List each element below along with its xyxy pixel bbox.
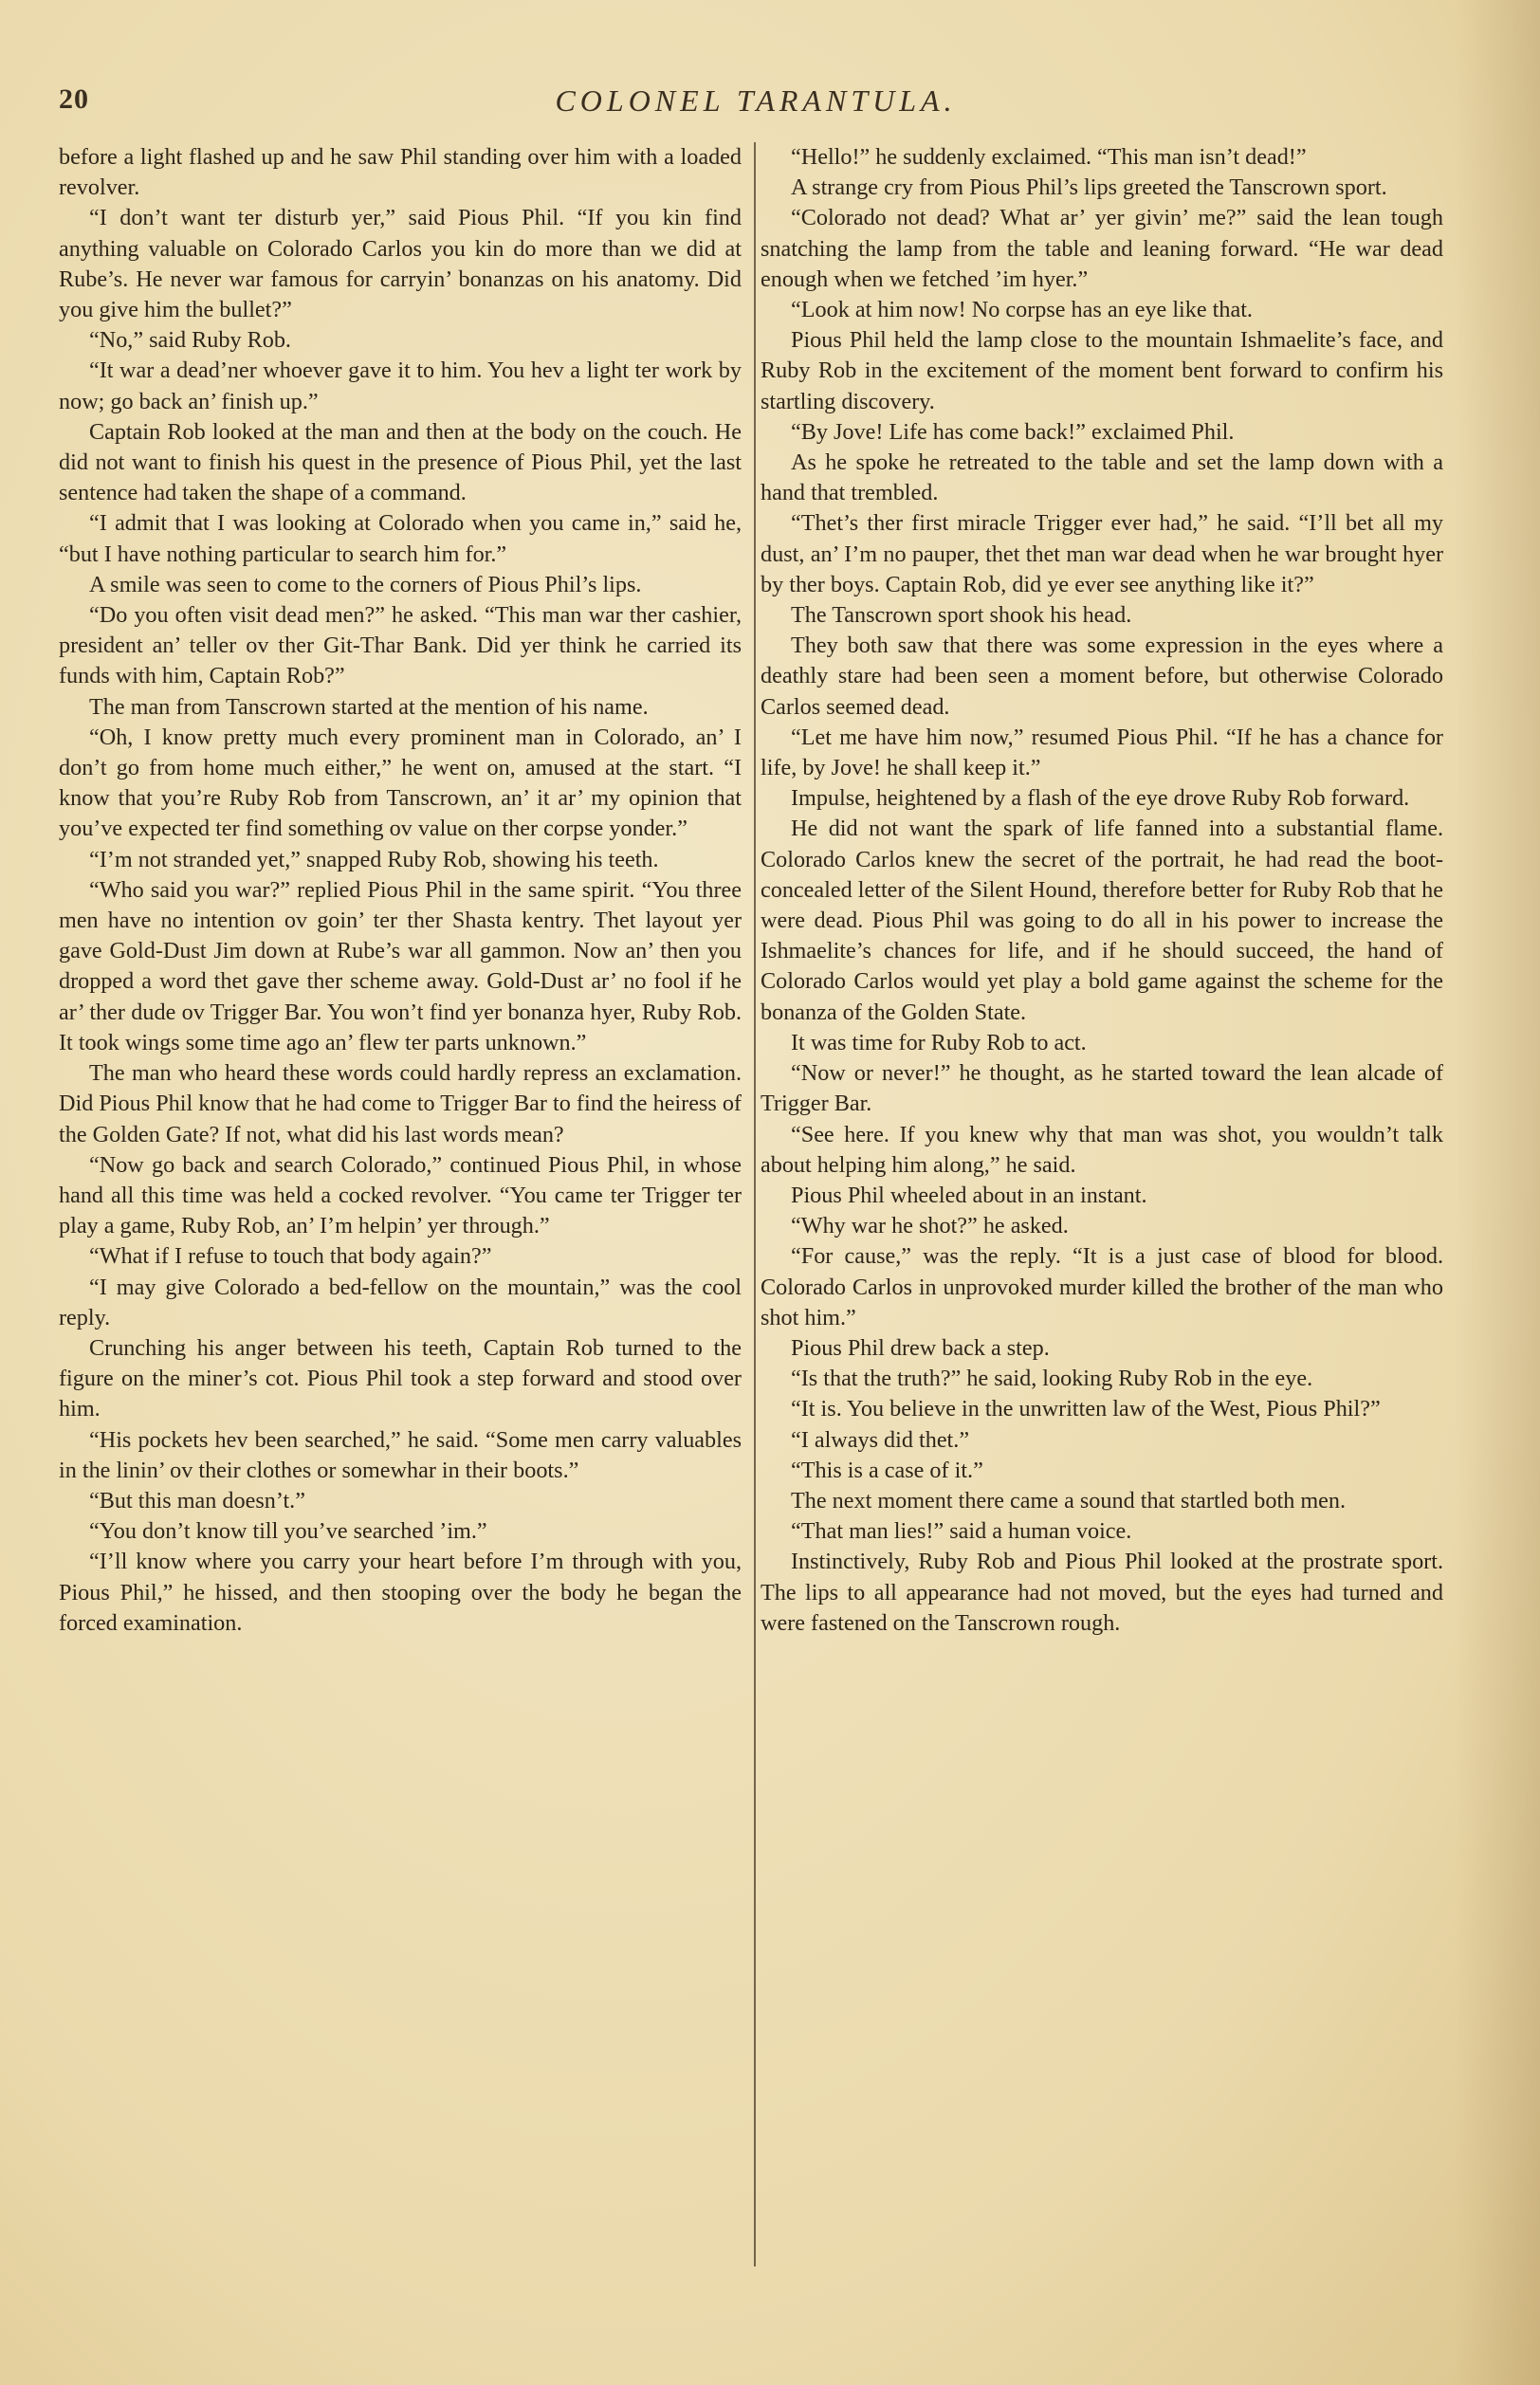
paragraph: “Thet’s ther first miracle Trigger ever had,” he said. “I’ll bet all my dust, an’ I’m no pauper, thet thet man war dead when he war brought hyer by ther boys. Captain Rob, did ye ever see anything like it?” xyxy=(761,510,1443,597)
paragraph: before a light flashed up and he saw Phil standing over him with a loaded revolver. xyxy=(59,144,742,201)
paragraph: Pious Phil drew back a step. xyxy=(791,1334,1050,1361)
paragraph: A strange cry from Pious Phil’s lips greeted the Tanscrown sport. xyxy=(791,174,1387,201)
paragraph: “What if I refuse to touch that body again?” xyxy=(89,1243,492,1270)
paragraph: A smile was seen to come to the corners of Pious Phil’s lips. xyxy=(89,571,642,597)
paragraph: “For cause,” was the reply. “It is a just case of blood for blood. Colorado Carlos in unprovoked murder killed the brother of the man who shot him.” xyxy=(761,1243,1443,1330)
paragraph: The man who heard these words could hardly repress an exclamation. Did Pious Phil know that he had come to Trigger Bar to find the heiress of the Golden Gate? If not, what did his last words mean? xyxy=(59,1060,742,1147)
left-column xyxy=(59,142,742,2266)
paragraph: “Look at him now! No corpse has an eye like that. xyxy=(791,297,1253,323)
paragraph: “Is that the truth?” he said, looking Ruby Rob in the eye. xyxy=(791,1366,1313,1392)
paragraph: “I may give Colorado a bed-fellow on the mountain,” was the cool reply. xyxy=(59,1274,742,1330)
paragraph: The Tanscrown sport shook his head. xyxy=(791,602,1132,629)
paragraph: Crunching his anger between his teeth, Captain Rob turned to the figure on the miner’s cot. Pious Phil took a step forward and stood over him. xyxy=(59,1334,742,1422)
paragraph: “That man lies!” said a human voice. xyxy=(791,1518,1132,1545)
paragraph: The man from Tanscrown started at the mention of his name. xyxy=(89,693,649,720)
paragraph: “Now go back and search Colorado,” continued Pious Phil, in whose hand all this time was held a cocked revolver. “You came ter Trigger ter play a game, Ruby Rob, an’ I’m helpin’ yer through.” xyxy=(59,1151,742,1239)
right-column xyxy=(761,142,1443,2266)
paragraph: “But this man doesn’t.” xyxy=(89,1487,305,1514)
paragraph: “You don’t know till you’ve searched ’im.” xyxy=(89,1518,487,1545)
paragraph: “See here. If you knew why that man was shot, you wouldn’t talk about helping him along,” he said. xyxy=(761,1121,1443,1178)
paragraph: “This is a case of it.” xyxy=(791,1457,983,1483)
paragraph: “I don’t want ter disturb yer,” said Pious Phil. “If you kin find anything valuable on Colorado Carlos you kin do more than we did at Rube’s. He never war famous for carryin’ bonanzas on his anatomy. Did you give him the bullet?” xyxy=(59,205,742,323)
page-header xyxy=(59,83,1453,129)
paragraph: “It war a dead’ner whoever gave it to him. You hev a light ter work by now; go back an’ finish up.” xyxy=(59,358,742,414)
page-edge-shadow xyxy=(1455,0,1540,2385)
paragraph: “Let me have him now,” resumed Pious Phil. “If he has a chance for life, by Jove! he shall keep it.” xyxy=(761,724,1443,781)
paragraph: Impulse, heightened by a flash of the eye drove Ruby Rob forward. xyxy=(791,785,1410,812)
paragraph: “No,” said Ruby Rob. xyxy=(89,327,291,354)
paragraph: “Oh, I know pretty much every prominent man in Colorado, an’ I don’t go from home much either,” he went on, amused at the start. “I know that you’re Ruby Rob from Tanscrown, an’ it ar’ my opinion that you’ve expected ter find something ov value on ther corpse yonder.” xyxy=(59,724,742,842)
paragraph: “I admit that I was looking at Colorado when you came in,” said he, “but I have nothing particular to search him for.” xyxy=(59,510,742,567)
paragraph: They both saw that there was some expression in the eyes where a deathly stare had been seen a moment before, but otherwise Colorado Carlos seemed dead. xyxy=(761,633,1443,720)
page-number: 20 xyxy=(59,83,89,115)
column-rule xyxy=(754,142,756,2266)
paragraph: “Hello!” he suddenly exclaimed. “This man isn’t dead!” xyxy=(791,144,1307,170)
running-title: COLONEL TARANTULA. xyxy=(555,83,957,118)
paragraph: “By Jove! Life has come back!” exclaimed Phil. xyxy=(791,418,1235,445)
paragraph: “Now or never!” he thought, as he started toward the lean alcade of Trigger Bar. xyxy=(761,1060,1443,1117)
paragraph: Captain Rob looked at the man and then at the body on the couch. He did not want to finish his quest in the presence of Pious Phil, yet the last sentence had taken the shape of a command. xyxy=(59,418,742,506)
paragraph: He did not want the spark of life fanned into a substantial flame. Colorado Carlos knew the secret of the portrait, he had read the boot-concealed letter of the Silent Hound, therefore better for Ruby Rob that he were dead. Pious Phil was going to do all in his power to increase the Ishmaelite’s chances for life, and if he should succeed, the hand of Colorado Carlos would yet play a bold game against the scheme for the bonanza of the Golden State. xyxy=(761,816,1443,1025)
paragraph: “I’ll know where you carry your heart before I’m through with you, Pious Phil,” he hissed, and then stooping over the body he began the forced examination. xyxy=(59,1549,742,1636)
paragraph: “Why war he shot?” he asked. xyxy=(791,1213,1069,1239)
paragraph: “It is. You believe in the unwritten law of the West, Pious Phil?” xyxy=(791,1396,1381,1422)
paragraph: The next moment there came a sound that startled both men. xyxy=(791,1487,1347,1514)
paragraph: Instinctively, Ruby Rob and Pious Phil looked at the prostrate sport. The lips to all appearance had not moved, but the eyes had turned and were fastened on the Tanscrown rough. xyxy=(761,1549,1443,1636)
paragraph: It was time for Ruby Rob to act. xyxy=(791,1029,1087,1055)
paragraph: “Who said you war?” replied Pious Phil in the same spirit. “You three men have no intention ov goin’ ter ther Shasta kentry. Thet layout yer gave Gold-Dust Jim down at Rube’s war all gammon. Now an’ then you dropped a word thet gave ther scheme away. Gold-Dust ar’ no fool if he ar’ ther dude ov Trigger Bar. You won’t find yer bonanza hyer, Ruby Rob. It took wings some time ago an’ flew ter parts unknown.” xyxy=(59,876,742,1055)
paragraph: “Do you often visit dead men?” he asked. “This man war ther cashier, president an’ teller ov ther Git-Thar Bank. Did yer think he carried its funds with him, Captain Rob?” xyxy=(59,602,742,689)
paragraph: “I’m not stranded yet,” snapped Ruby Rob, showing his teeth. xyxy=(89,846,659,872)
paragraph: “I always did thet.” xyxy=(791,1426,970,1453)
paragraph: Pious Phil wheeled about in an instant. xyxy=(791,1182,1147,1208)
paragraph: “Colorado not dead? What ar’ yer givin’ me?” said the lean tough snatching the lamp from the table and leaning forward. “He war dead enough when we fetched ’im hyer.” xyxy=(761,205,1443,292)
paragraph: As he spoke he retreated to the table and set the lamp down with a hand that trembled. xyxy=(761,449,1443,506)
paragraph: “His pockets hev been searched,” he said. “Some men carry valuables in the linin’ ov their clothes or somewhar in their boots.” xyxy=(59,1426,742,1483)
paragraph: Pious Phil held the lamp close to the mountain Ishmaelite’s face, and Ruby Rob in the excitement of the moment bent forward to confirm his startling discovery. xyxy=(761,327,1443,414)
